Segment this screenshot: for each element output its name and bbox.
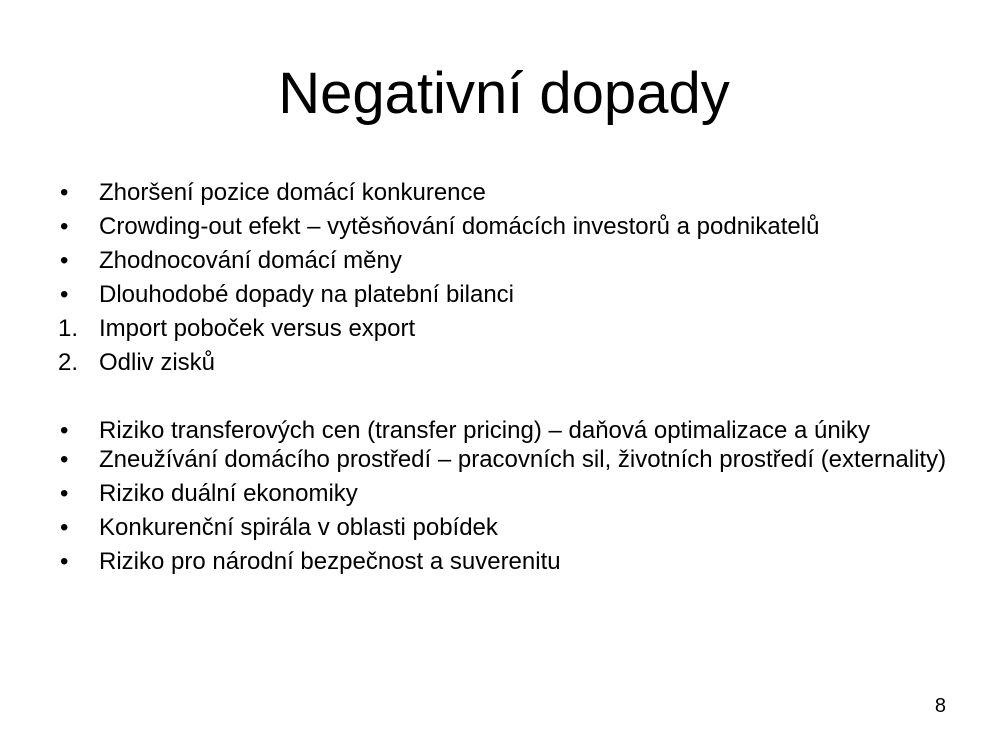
bullet-marker: • <box>60 417 69 444</box>
list-item <box>58 278 958 312</box>
list-item <box>58 511 958 545</box>
list-item <box>58 244 958 278</box>
list-item-text: Riziko transferových cen (transfer pricing) – daňová optimalizace a úniky <box>99 417 871 444</box>
list-item-text: Odliv zisků <box>99 349 216 376</box>
list-item-text: Riziko pro národní bezpečnost a suverenitu <box>99 548 561 575</box>
bullet-marker: • <box>60 480 69 507</box>
list-item-text: Riziko duální ekonomiky <box>99 480 358 507</box>
list-item <box>58 545 958 579</box>
list-item <box>58 346 958 380</box>
bullet-marker: • <box>60 247 69 274</box>
bullet-marker: • <box>60 213 69 240</box>
list-item-text: Dlouhodobé dopady na platební bilanci <box>99 281 514 308</box>
bullet-list-bottom <box>58 414 958 579</box>
bullet-marker: • <box>60 281 69 308</box>
list-item <box>58 477 958 511</box>
list-item <box>58 176 958 210</box>
bullet-list-top <box>58 176 958 380</box>
list-item <box>58 312 958 346</box>
list-item-text: Zneužívání domácího prostředí – pracovních sil, životních prostředí (externality) <box>99 446 947 473</box>
list-item-text: Zhoršení pozice domácí konkurence <box>99 179 486 206</box>
list-item <box>58 210 958 244</box>
list-item-text: Zhodnocování domácí měny <box>99 247 402 274</box>
bullet-marker: • <box>60 548 69 575</box>
list-item-text: Crowding-out efekt – vytěsňování domácích investorů a podnikatelů <box>99 213 820 240</box>
list-item-text: Konkurenční spirála v oblasti pobídek <box>99 514 498 541</box>
slide-title: Negativní dopady <box>278 61 730 126</box>
bullet-marker: • <box>60 446 69 473</box>
list-item-text: Import poboček versus export <box>99 315 416 342</box>
list-item <box>58 419 958 443</box>
bullet-marker: • <box>60 514 69 541</box>
number-marker: 2. <box>58 349 79 376</box>
list-item <box>58 448 958 472</box>
number-marker: 1. <box>58 315 79 342</box>
bullet-marker: • <box>60 179 69 206</box>
page-number: 8 <box>934 695 946 717</box>
